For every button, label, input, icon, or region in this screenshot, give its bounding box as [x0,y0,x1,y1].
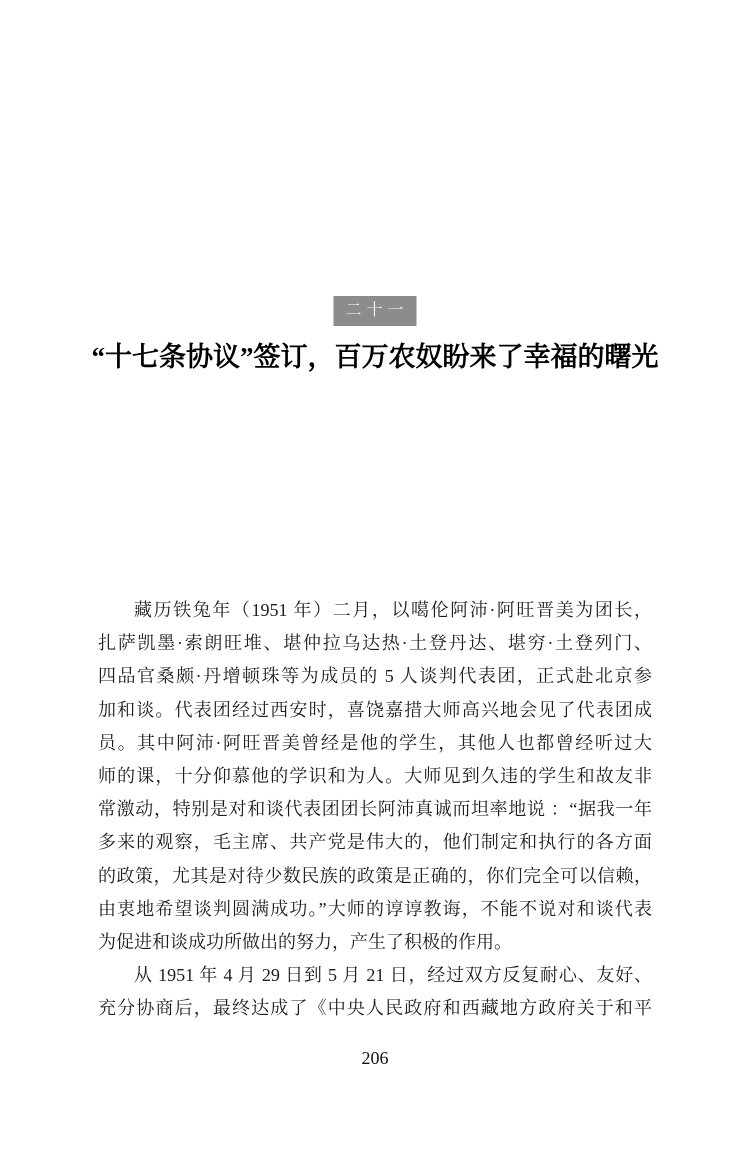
body-text-line: 多来的观察，毛主席、共产党是伟大的，他们制定和执行的各方面 [98,832,652,853]
body-text-line: 加和谈。代表团经过西安时，喜饶嘉措大师高兴地会见了代表团成 [98,699,652,720]
body-text-line: 扎萨凯墨·索朗旺堆、堪仲拉乌达热·土登丹达、堪穷·土登列门、 [98,633,652,654]
body-text-line: 为促进和谈成功所做出的努力，产生了积极的作用。 [98,931,512,952]
chapter-title: “十七条协议”签订，百万农奴盼来了幸福的曙光 [91,342,659,372]
body-text-line: 的政策，尤其是对待少数民族的政策是正确的，你们完全可以信赖， [98,865,652,886]
chapter-number-box [333,296,416,326]
body-text-line: 从 1951 年 4 月 29 日到 5 月 21 日，经过双方反复耐心、友好、 [134,965,652,986]
body-text-line: 藏历铁兔年（1951 年）二月，以噶伦阿沛·阿旺晋美为团长， [134,600,652,620]
body-text [98,594,652,1025]
body-text-line: 员。其中阿沛·阿旺晋美曾经是他的学生，其他人也都曾经听过大 [98,732,652,753]
body-text-line: 常激动，特别是对和谈代表团团长阿沛真诚而坦率地说 ：“据我一年 [98,799,652,820]
body-text-line: 四品官桑颇·丹增顿珠等为成员的 5 人谈判代表团，正式赴北京参 [98,666,652,687]
body-text-line: 由衷地希望谈判圆满成功。”大师的谆谆教诲，不能不说对和谈代表 [98,898,652,919]
chapter-number-label: 二十一 [345,302,409,319]
page-number: 206 [361,1048,389,1068]
body-text-line: 师的课，十分仰慕他的学识和为人。大师见到久违的学生和故友非 [98,765,652,786]
body-text-line: 充分协商后，最终达成了《中央人民政府和西藏地方政府关于和平 [98,998,652,1019]
